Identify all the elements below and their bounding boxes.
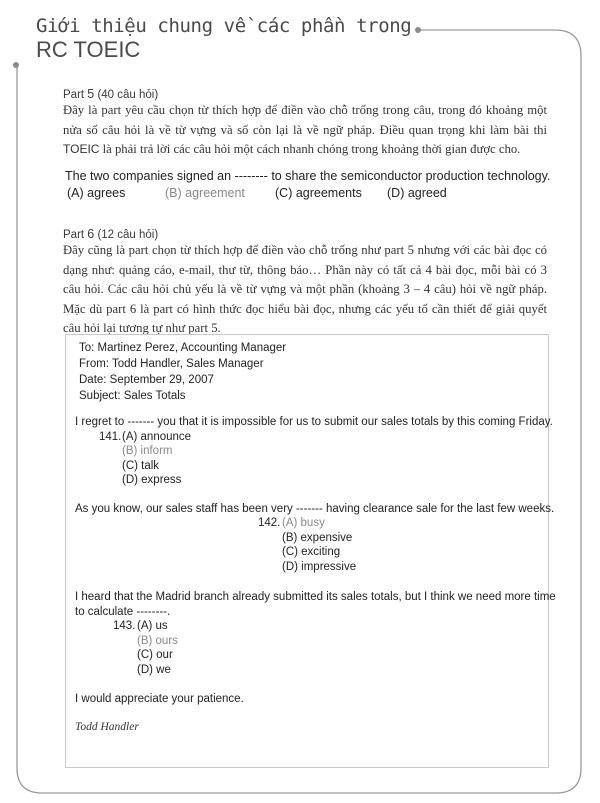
q142-option-a: (A) busy xyxy=(282,517,325,529)
example-option-a: (A) agrees xyxy=(67,186,126,200)
memo-sentence-2: As you know, our sales staff has been very ------- having clearance sale for the last few weeks. xyxy=(75,503,555,515)
q141-option-b: (B) inform xyxy=(122,445,173,457)
q141-number: 141. xyxy=(99,431,122,443)
q143-option-c: (C) our xyxy=(137,649,173,661)
q142-option-d: (D) impressive xyxy=(282,561,357,573)
part5-heading: Part 5 (40 câu hỏi) xyxy=(63,87,159,101)
example-option-d: (D) agreed xyxy=(387,186,447,200)
frame-dot-left xyxy=(13,62,19,68)
memo-box xyxy=(65,334,556,768)
q143-number: 143. xyxy=(113,620,136,632)
title-line-1: Giới thiệu chung về các phần trong xyxy=(36,15,412,37)
memo-from: From: Todd Handler, Sales Manager xyxy=(79,358,264,370)
example-option-c: (C) agreements xyxy=(275,186,362,200)
page-title xyxy=(36,14,411,62)
q141-option-d: (D) express xyxy=(122,474,182,486)
memo-sentence-1: I regret to ------- you that it is impossible for us to submit our sales totals by this coming Friday. xyxy=(75,416,553,428)
example-question: The two companies signed an -------- to share the semiconductor production technology. xyxy=(65,169,551,183)
q142-number: 142. xyxy=(258,517,281,529)
q142-option-b: (B) expensive xyxy=(282,532,353,544)
q141-option-a: (A) announce xyxy=(122,431,192,443)
q141-option-c: (C) talk xyxy=(122,460,160,472)
frame-dot-top xyxy=(415,27,421,33)
memo-date: Date: September 29, 2007 xyxy=(79,374,214,386)
part5-example xyxy=(65,169,550,202)
memo-signature: Todd Handler xyxy=(75,721,139,733)
example-option-b: (B) agreement xyxy=(165,186,245,200)
memo-sentence-3-line-1: I heard that the Madrid branch already submitted its sales totals, but I think we need more time xyxy=(75,591,556,603)
q142-option-c: (C) exciting xyxy=(282,546,341,558)
memo-to: To: Martinez Perez, Accounting Manager xyxy=(79,342,287,354)
q143-option-a: (A) us xyxy=(137,620,168,632)
part5-description: Đây là part yêu cầu chọn từ thích hợp để điền vào chỗ trống trong câu, trong đó khoảng một nửa số câu hỏi là về từ vựng và số còn lại là về ngữ pháp. Điều quan trọng khi làm bài thi TOEIC là phải trả lời các câu hỏi một cách nhanh chóng trong khoảng thời gian được cho. xyxy=(63,103,547,157)
memo-sentence-3-line-2: to calculate --------. xyxy=(75,606,171,618)
memo-closing: I would appreciate your patience. xyxy=(75,693,244,705)
memo-subject: Subject: Sales Totals xyxy=(79,390,186,402)
q143-option-d: (D) we xyxy=(137,664,171,676)
q143-option-b: (B) ours xyxy=(137,635,178,647)
part6-description: Đây cũng là part chọn từ thích hợp để điền vào chỗ trống như part 5 nhưng với các bài đọc có dạng như: quảng cáo, e-mail, thư từ, thông báo… Phần này có tất cả 4 bài đọc, mỗi bài có 3 câu hỏi. Các câu hỏi chủ yếu là về từ vựng và một phần (khoảng 3 – 4 câu) hỏi về ngữ pháp. Mặc dù part 6 là part có hình thức đọc hiểu bài đọc, nhưng các yếu tố cần thiết để giải quyết câu hỏi lại tương tự như part 5. xyxy=(63,243,547,336)
title-line-2: RC TOEIC xyxy=(36,37,141,62)
part6-heading: Part 6 (12 câu hỏi) xyxy=(63,227,159,241)
example-options xyxy=(67,186,550,202)
